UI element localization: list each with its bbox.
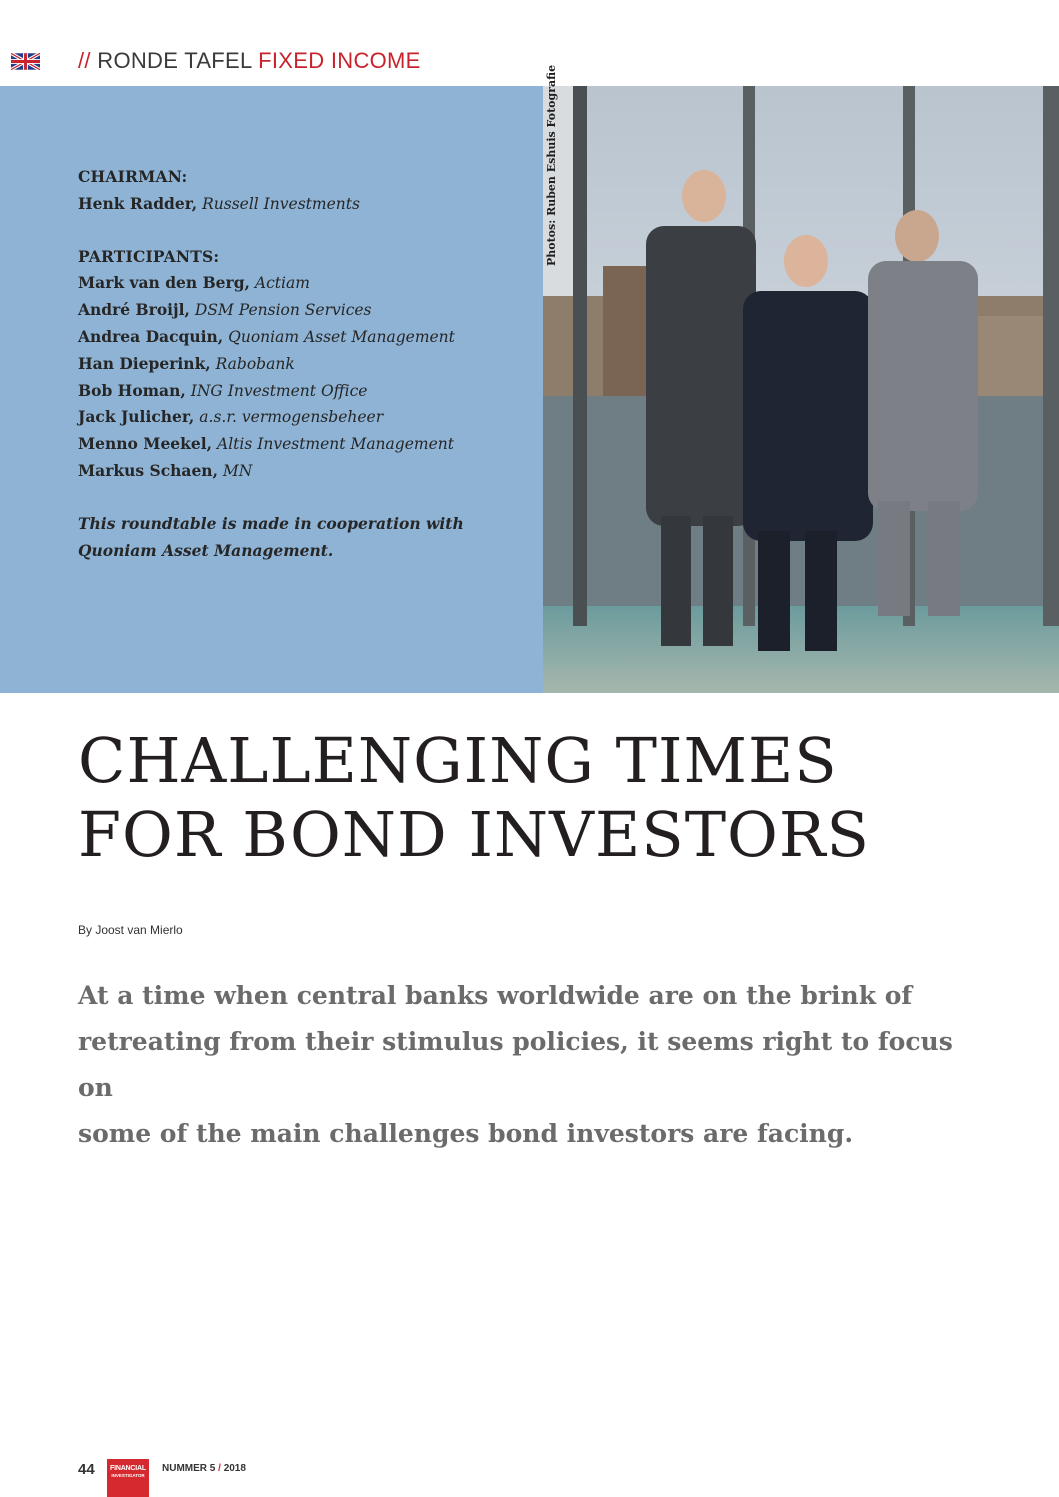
participants-panel xyxy=(0,86,543,693)
section-name: RONDE TAFEL xyxy=(97,48,252,73)
participant-entry xyxy=(78,351,518,378)
participant-name: Han Dieperink, xyxy=(78,353,211,373)
participant-name: Mark van den Berg, xyxy=(78,273,250,293)
participant-entry xyxy=(78,404,518,431)
participants-label: PARTICIPANTS: xyxy=(78,246,220,266)
section-accent: FIXED INCOME xyxy=(258,48,421,73)
lead-line1: At a time when central banks worldwide are on the brink of xyxy=(78,981,913,1010)
issue-separator: / xyxy=(218,1463,221,1474)
page-number: 44 xyxy=(78,1461,95,1478)
participant-name: Markus Schaen, xyxy=(78,460,218,480)
chairman-name: Henk Radder, xyxy=(78,193,198,213)
headline-line1: CHALLENGING TIMES xyxy=(78,724,838,797)
logo-line2: INVESTIGATOR xyxy=(111,1473,145,1478)
participant-name: Menno Meekel, xyxy=(78,434,213,454)
headline-line2: FOR BOND INVESTORS xyxy=(78,798,871,871)
page-header xyxy=(0,40,1059,84)
participant-org: a.s.r. vermogensbeheer xyxy=(199,408,384,427)
participant-org: DSM Pension Services xyxy=(194,301,372,320)
lead-paragraph xyxy=(78,973,978,1157)
photo-credit: Photos: Ruben Eshuis Fotografie xyxy=(545,64,558,266)
participant-name: André Broijl, xyxy=(78,300,190,320)
group-photo xyxy=(543,86,1059,693)
participants-list xyxy=(78,164,518,564)
chairman-label: CHAIRMAN: xyxy=(78,167,188,186)
chairman-entry xyxy=(78,191,518,218)
participant-entry xyxy=(78,378,518,405)
issue-label: NUMMER 5 xyxy=(162,1463,216,1474)
uk-flag-icon xyxy=(11,53,40,70)
participant-org: Altis Investment Management xyxy=(217,435,454,454)
participant-entry xyxy=(78,270,518,297)
participant-entry xyxy=(78,324,518,351)
issue-info xyxy=(162,1463,246,1474)
section-title xyxy=(78,48,421,74)
participant-entry xyxy=(78,431,518,458)
participant-name: Andrea Dacquin, xyxy=(78,326,224,346)
participant-entry xyxy=(78,297,518,324)
cooperation-note-line2: Quoniam Asset Management. xyxy=(78,540,334,560)
issue-year: 2018 xyxy=(223,1463,246,1474)
participant-org: MN xyxy=(222,461,253,480)
participant-name: Bob Homan, xyxy=(78,380,186,400)
participant-name: Jack Julicher, xyxy=(78,407,195,427)
page-footer xyxy=(78,1459,478,1497)
participant-org: Quoniam Asset Management xyxy=(228,327,455,346)
participant-org: Actiam xyxy=(254,274,310,293)
byline: By Joost van Mierlo xyxy=(78,923,183,937)
participant-org: ING Investment Office xyxy=(190,381,368,400)
chairman-org: Russell Investments xyxy=(202,194,360,213)
logo-line1: FINANCIAL xyxy=(110,1465,146,1472)
magazine-logo xyxy=(107,1459,149,1497)
lead-line3: some of the main challenges bond investors are facing. xyxy=(78,1119,854,1148)
lead-line2: retreating from their stimulus policies, it seems right to focus on xyxy=(78,1027,953,1102)
section-slashes: // xyxy=(78,48,91,73)
participant-org: Rabobank xyxy=(215,354,295,373)
group-photo-illustration xyxy=(543,86,1059,693)
cooperation-note-line1: This roundtable is made in cooperation with xyxy=(78,513,464,533)
participant-entry xyxy=(78,458,518,485)
article-headline xyxy=(78,724,978,872)
